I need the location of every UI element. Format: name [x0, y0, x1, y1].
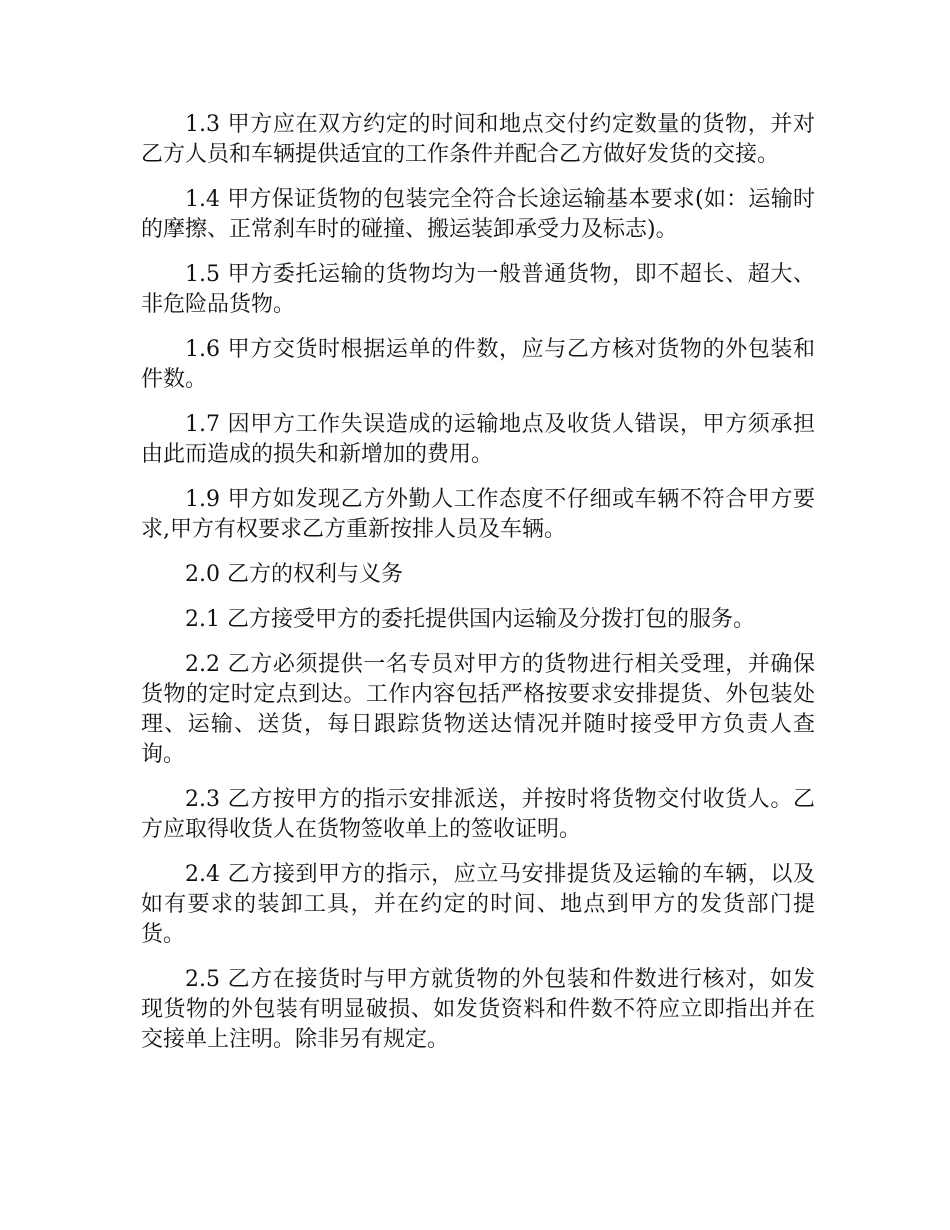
- clause-2-2: 2.2 乙方必须提供一名专员对甲方的货物进行相关受理，并确保货物的定时定点到达。工作内容包括严格按要求安排提货、外包装处理、运输、送货，每日跟踪货物送达情况并随时接受甲方负责人查询。: [141, 652, 815, 767]
- clause-2-3: 2.3 乙方按甲方的指示安排派送，并按时将货物交付收货人。乙方应取得收货人在货物签收单上的签收证明。: [141, 787, 815, 842]
- clause-1-9: 1.9 甲方如发现乙方外勤人工作态度不仔细或车辆不符合甲方要求,甲方有权要求乙方重新按排人员及车辆。: [141, 487, 815, 542]
- clause-2-5: 2.5 乙方在接货时与甲方就货物的外包装和件数进行核对，如发现货物的外包装有明显破损、如发货资料和件数不符应立即指出并在交接单上注明。除非另有规定。: [141, 967, 815, 1052]
- clause-2-4: 2.4 乙方接到甲方的指示，应立马安排提货及运输的车辆，以及如有要求的装卸工具，并在约定的时间、地点到甲方的发货部门提货。: [141, 862, 815, 947]
- clause-2-1: 2.1 乙方接受甲方的委托提供国内运输及分拨打包的服务。: [185, 607, 755, 632]
- clause-1-7: 1.7 因甲方工作失误造成的运输地点及收货人错误，甲方须承担由此而造成的损失和新增加的费用。: [141, 412, 815, 467]
- clause-1-3: 1.3 甲方应在双方约定的时间和地点交付约定数量的货物，并对乙方人员和车辆提供适宜的工作条件并配合乙方做好发货的交接。: [141, 112, 815, 167]
- clause-1-6: 1.6 甲方交货时根据运单的件数，应与乙方核对货物的外包装和件数。: [141, 337, 815, 392]
- section-heading-2-0: 2.0 乙方的权利与义务: [185, 562, 403, 587]
- clause-1-4: 1.4 甲方保证货物的包装完全符合长途运输基本要求(如：运输时的摩擦、正常刹车时的碰撞、搬运装卸承受力及标志)。: [141, 187, 815, 242]
- clause-1-5: 1.5 甲方委托运输的货物均为一般普通货物，即不超长、超大、非危险品货物。: [141, 262, 815, 317]
